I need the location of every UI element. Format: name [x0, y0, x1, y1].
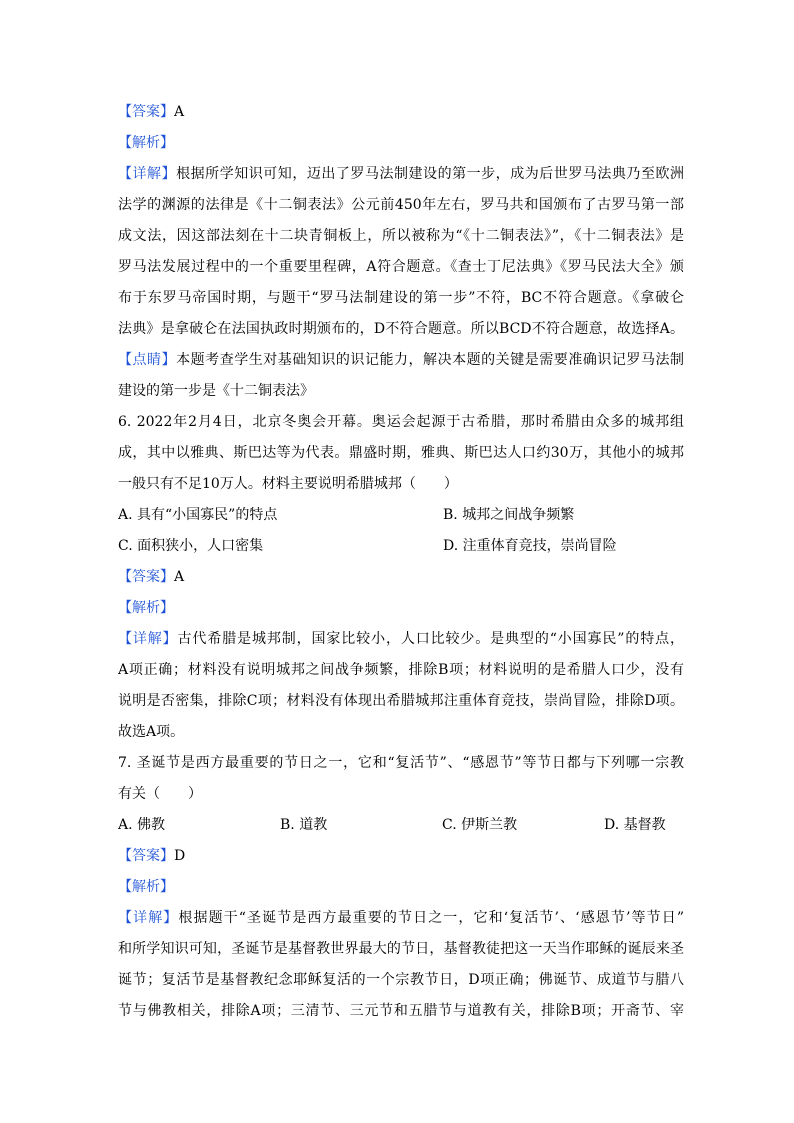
analysis-tag: 【解析】	[118, 879, 174, 895]
detail-line: 法典》是拿破仑在法国执政时期颁布的，D不符合题意。所以BCD不符合题意，故选择A。	[118, 321, 684, 337]
option-d: D. 基督教	[604, 817, 666, 833]
options-row	[118, 500, 684, 531]
detail-tag: 【详解】	[118, 910, 179, 926]
document-page	[118, 97, 684, 1027]
detail-text: 根据题干“圣诞节是西方最重要的节日之一，它和‘复活节’、‘感恩节’等节日”	[178, 910, 684, 926]
detail-line: 和所学知识可知，圣诞节是基督教世界最大的节日，基督教徒把这一天当作耶稣的诞辰来圣	[118, 941, 684, 957]
detail-line: 说明是否密集，排除C项；材料没有体现出希腊城邦注重体育竞技，崇尚冒险，排除D项。	[118, 693, 684, 709]
analysis-tag: 【解析】	[118, 600, 174, 616]
detail-line	[118, 159, 684, 190]
option-c: C. 面积狭小，人口密集	[118, 538, 264, 554]
answer-tag: 【答案】	[118, 569, 174, 585]
detail-line: 成文法，因这部法刻在十二块青铜板上，所以被称为“《十二铜表法》”，《十二铜表法》是	[118, 228, 684, 244]
comment-tag: 【点睛】	[118, 352, 177, 368]
option-d: D. 注重体育竞技，崇尚冒险	[443, 538, 617, 554]
answer-tag: 【答案】	[118, 848, 174, 864]
question-stem-line: 7. 圣诞节是西方最重要的节日之一，它和“复活节”、“感恩节”等节日都与下列哪一宗教	[118, 755, 684, 771]
question-stem-line: 一般只有不足10万人。材料主要说明希腊城邦（ ）	[118, 476, 458, 492]
answer-value: A	[174, 104, 185, 120]
detail-line: 罗马法发展过程中的一个重要里程碑，A符合题意。《查士丁尼法典》《罗马民法大全》颁	[118, 259, 684, 275]
comment-line	[118, 345, 684, 376]
option-b: B. 道教	[280, 817, 328, 833]
options-row	[118, 531, 684, 562]
answer-tag: 【答案】	[118, 104, 174, 120]
detail-line: 法学的渊源的法律是《十二铜表法》公元前450年左右，罗马共和国颁布了古罗马第一部	[118, 197, 684, 213]
answer-value: D	[174, 848, 186, 864]
detail-line	[118, 624, 684, 655]
option-b: B. 城邦之间战争频繁	[443, 507, 575, 523]
comment-line: 建设的第一步是《十二铜表法》	[118, 383, 314, 399]
detail-line: 节与佛教相关，排除A项；三清节、三元节和五腊节与道教有关，排除B项；开斋节、宰	[118, 1003, 684, 1019]
detail-text: 古代希腊是城邦制，国家比较小，人口比较少。是典型的“小国寡民”的特点，	[177, 631, 684, 647]
comment-text: 本题考查学生对基础知识的识记能力，解决本题的关键是需要准确识记罗马法制	[176, 352, 684, 368]
option-a: A. 具有“小国寡民”的特点	[118, 507, 278, 523]
detail-line: 故选A项。	[118, 724, 185, 740]
question-stem-line: 成，其中以雅典、斯巴达等为代表。鼎盛时期，雅典、斯巴达人口约30万，其他小的城邦	[118, 445, 684, 461]
detail-tag: 【详解】	[118, 631, 178, 647]
detail-line: 布于东罗马帝国时期，与题干“罗马法制建设的第一步”不符，BC不符合题意。《拿破仑	[118, 290, 684, 306]
question-stem-line: 6. 2022年2月4日，北京冬奥会开幕。奥运会起源于古希腊，那时希腊由众多的城邦组	[118, 414, 684, 430]
option-c: C. 伊斯兰教	[442, 817, 518, 833]
answer-line	[118, 97, 684, 128]
analysis-line	[118, 593, 684, 624]
detail-line	[118, 903, 684, 934]
answer-line	[118, 562, 684, 593]
detail-text: 根据所学知识可知，迈出了罗马法制建设的第一步，成为后世罗马法典乃至欧洲	[176, 166, 684, 182]
question-stem-line: 有关（ ）	[118, 786, 202, 802]
analysis-tag: 【解析】	[118, 135, 174, 151]
answer-line	[118, 841, 684, 872]
option-a: A. 佛教	[118, 817, 166, 833]
options-row	[118, 810, 684, 841]
analysis-line	[118, 128, 684, 159]
analysis-line	[118, 872, 684, 903]
detail-line: A项正确；材料没有说明城邦之间战争频繁，排除B项；材料说明的是希腊人口少，没有	[118, 662, 684, 678]
detail-tag: 【详解】	[118, 166, 177, 182]
detail-line: 诞节；复活节是基督教纪念耶稣复活的一个宗教节日，D项正确；佛诞节、成道节与腊八	[118, 972, 684, 988]
answer-value: A	[174, 569, 185, 585]
